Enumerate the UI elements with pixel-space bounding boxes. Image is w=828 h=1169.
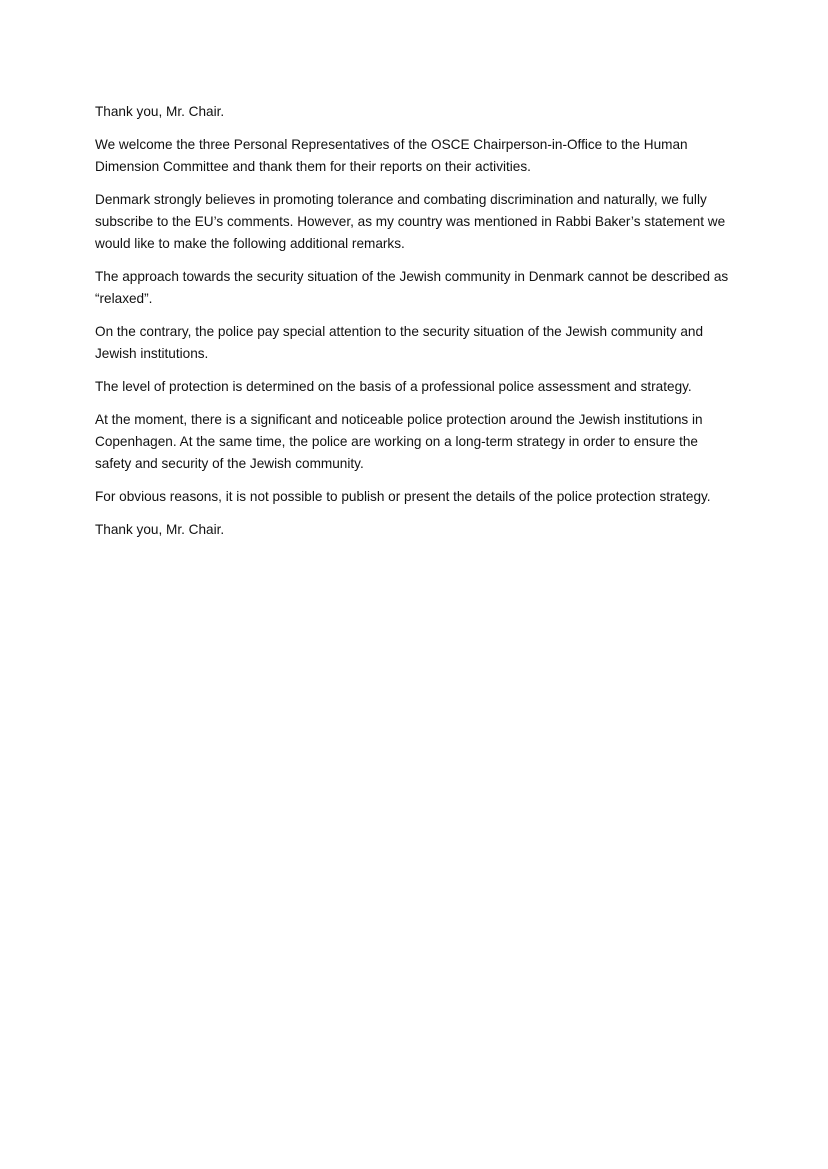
paragraph-approach: The approach towards the security situation of the Jewish community in Denmark cannot be described as “relaxed”. [95,269,729,306]
paragraph-copenhagen: At the moment, there is a significant and noticeable police protection around the Jewish institutions in Copenhagen. At the same time, the police are working on a long-term strategy in order to ensure the safety and security of the Jewish community. [95,412,703,471]
paragraph-welcome: We welcome the three Personal Representatives of the OSCE Chairperson-in-Office to the Human Dimension Committee and thank them for their reports on their activities. [95,137,688,174]
paragraph-closing-thanks: Thank you, Mr. Chair. [95,522,225,537]
paragraph-tolerance: Denmark strongly believes in promoting tolerance and combating discrimination and naturally, we fully subscribe to the EU’s comments. However, as my country was mentioned in Rabbi Baker’s statement we would like to make the following additional remarks. [95,192,726,251]
paragraph-contrary: On the contrary, the police pay special attention to the security situation of the Jewish community and Jewish institutions. [95,324,704,361]
paragraph-protection-level: The level of protection is determined on the basis of a professional police assessment and strategy. [95,379,692,394]
paragraph-opening-thanks: Thank you, Mr. Chair. [95,104,225,119]
document-body [95,101,735,552]
paragraph-obvious-reasons: For obvious reasons, it is not possible to publish or present the details of the police protection strategy. [95,489,711,504]
